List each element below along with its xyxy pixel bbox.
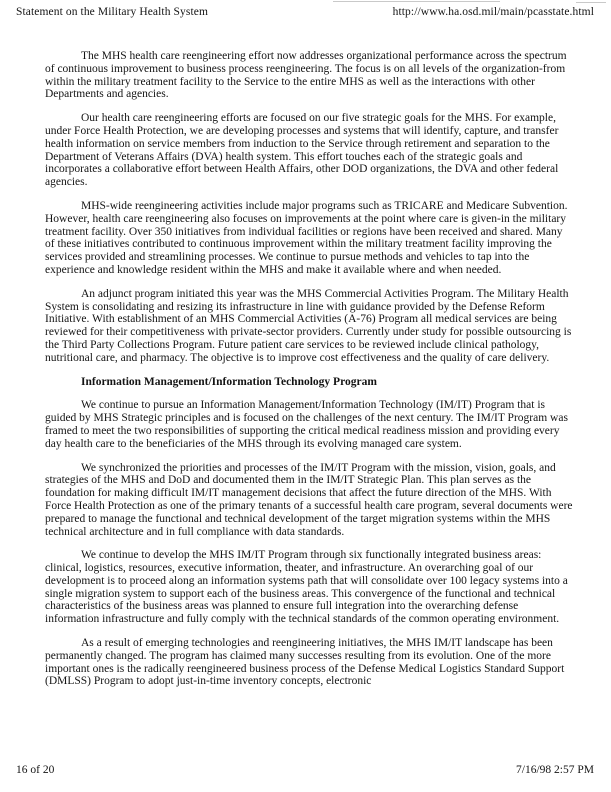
document-title: Statement on the Military Health System xyxy=(16,6,209,18)
page-footer xyxy=(16,764,594,776)
page-header xyxy=(16,6,594,18)
paragraph: The MHS health care reengineering effort now addresses organizational performance across the spectrum of continuous improvement to business process reengineering. The focus is on all levels of the organization-from within the military treatment facility to the Service to the entire MHS as well as the interactions with other Departments and agencies. xyxy=(45,50,567,101)
paragraph: We continue to pursue an Information Management/Information Technology (IM/IT) Program that is guided by MHS Strategic principles and is focused on the challenges of the next century. The IM/IT Program was framed to meet the two responsibilities of supporting the critical medical readiness mission and providing every day health care to the beneficiaries of the MHS through its evolving managed care system. xyxy=(45,399,568,450)
paragraph: MHS-wide reengineering activities include major programs such as TRICARE and Medicare Subvention. However, health care reengineering also focuses on improvements at the point where care is given-in the military treatment facility. Over 350 initiatives from individual facilities or regions have been received and shared. Many of these initiatives contributed to continuous improvement within the military treatment facility improving the services provided and streamlining processes. We continue to pursue methods and vehicles to tap into the experience and knowledge resident within the MHS and make it available where and when needed. xyxy=(45,199,568,276)
document-body xyxy=(45,50,573,699)
document-url: http://www.ha.osd.mil/main/pcasstate.html xyxy=(392,6,594,18)
scan-artifact-line xyxy=(576,2,606,3)
page-number: 16 of 20 xyxy=(16,764,55,776)
scan-artifact-line xyxy=(333,1,500,2)
print-timestamp: 7/16/98 2:57 PM xyxy=(516,764,594,776)
paragraph: As a result of emerging technologies and reengineering initiatives, the MHS IM/IT landscape has been permanently changed. The program has claimed many successes resulting from its evolution. One of the more important ones is the radically reengineered business process of the Defense Medical Logistics Standard Support (DMLSS) Program to adopt just-in-time inventory concepts, electronic xyxy=(45,637,565,688)
paragraph: Our health care reengineering efforts are focused on our five strategic goals for the MHS. For example, under Force Health Protection, we are developing processes and systems that will identify, capture, and transfer health information on service members from induction to the Service through retirement and separation to the Department of Veterans Affairs (DVA) health system. This effort touches each of the strategic goals and incorporates a collaborative effort between Health Affairs, other DOD organizations, the DVA and other federal agencies. xyxy=(45,112,559,189)
section-heading: Information Management/Information Technology Program xyxy=(81,375,377,388)
paragraph: We synchronized the priorities and processes of the IM/IT Program with the mission, vision, goals, and strategies of the MHS and DoD and documented them in the IM/IT Strategic Plan. This plan serves as the foundation for making difficult IM/IT management decisions that affect the future direction of the MHS. With Force Health Protection as one of the primary tenants of a successful health care program, several documents were prepared to manage the functional and technical development of the target migration systems within the MHS technical architecture and in full compliance with data standards. xyxy=(45,461,573,538)
paragraph: We continue to develop the MHS IM/IT Program through six functionally integrated business areas: clinical, logistics, resources, executive information, theater, and infrastructure. An overarching goal of our development is to proceed along an information systems path that will consolidate over 100 legacy systems into a single migration system to support each of the business areas. This convergence of the functional and technical characteristics of the business areas was planned to ensure full integration into the overarching defense information infrastructure and fully comply with the technical standards of the common operating environment. xyxy=(45,549,568,626)
paragraph: An adjunct program initiated this year was the MHS Commercial Activities Program. The Military Health System is consolidating and resizing its infrastructure in line with guidance provided by the Defense Reform Initiative. With establishment of an MHS Commercial Activities (A-76) Program all medical services are being reviewed for their competitiveness with private-sector providers. Currently under study for possible outsourcing is the Third Party Collections Program. Future patient care services to be reviewed include clinical pathology, nutritional care, and pharmacy. The objective is to improve cost effectiveness and the quality of care delivery. xyxy=(45,287,572,364)
